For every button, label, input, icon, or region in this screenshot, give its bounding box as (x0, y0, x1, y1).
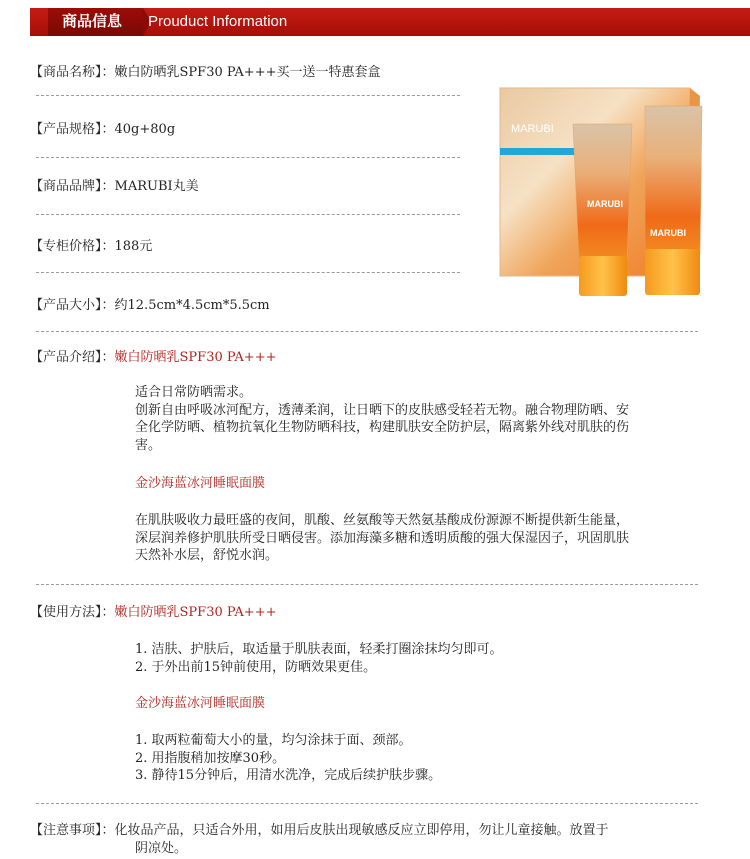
paragraph-line: 天然补水层，舒悦水润。 (135, 548, 279, 563)
paragraph-line: 害。 (135, 437, 162, 453)
divider (36, 331, 698, 332)
step-line: 3. 静待15分钟后，用清水洗净，完成后续护肤步骤。 (135, 768, 442, 783)
spec-value: 嫩白防晒乳SPF30 PA+++买一送一特惠套盒 (114, 65, 381, 80)
box-brand-text: MARUBI (511, 123, 554, 135)
intro-product2-title: 金沙海蓝冰河睡眠面膜 (135, 476, 266, 491)
intro-product1-description (135, 384, 710, 454)
divider (36, 95, 460, 96)
spec-label: 【商品名称】： (30, 65, 115, 80)
divider (36, 584, 698, 585)
step-line: 1. 洁肤、护肤后，取适量于肌肤表面，轻柔打圈涂抹均匀即可。 (135, 642, 503, 657)
product-illustration (495, 84, 710, 299)
spec-row-brand (30, 178, 199, 196)
intro-product1-title: 嫩白防晒乳SPF30 PA+++ (114, 350, 277, 365)
tube-large-brand-text: MARUBI (650, 228, 686, 238)
divider (36, 803, 698, 804)
section-header-subtitle: Prouduct Information (148, 13, 288, 30)
usage-product2-title: 金沙海蓝冰河睡眠面膜 (135, 696, 266, 711)
notice-line: 阴凉处。 (135, 841, 188, 856)
spec-label: 【产品规格】： (30, 122, 115, 137)
divider (36, 272, 460, 273)
paragraph-line: 在肌肤吸收力最旺盛的夜间，肌酸、丝氨酸等天然氨基酸成份源源不断提供新生能量， (135, 513, 630, 528)
usage-label: 【使用方法】： (30, 605, 115, 620)
intro-label: 【产品介绍】： (30, 350, 115, 365)
paragraph-line: 适合日常防晒需求。 (135, 385, 253, 400)
usage-product2-steps (135, 732, 710, 785)
spec-row-dimensions (30, 297, 270, 315)
spec-value: 40g+80g (114, 122, 176, 137)
usage-product1-title: 嫩白防晒乳SPF30 PA+++ (114, 605, 277, 620)
intro-product2-description (135, 512, 710, 565)
divider (36, 214, 460, 215)
notice-row (30, 822, 609, 840)
step-line: 1. 取两粒葡萄大小的量，均匀涂抹于面、颈部。 (135, 733, 412, 748)
spec-value: MARUBI丸美 (114, 179, 199, 194)
spec-label: 【商品品牌】： (30, 179, 115, 194)
paragraph-line: 创新自由呼吸冰河配方，透薄柔润，让日晒下的皮肤感受轻若无物。融合物理防晒、安 (135, 402, 630, 418)
spec-value: 约12.5cm*4.5cm*5.5cm (114, 298, 270, 313)
spec-row-name (30, 64, 380, 82)
paragraph-line: 全化学防晒、植物抗氧化生物防晒科技，构建肌肤安全防护层，隔离紫外线对肌肤的伤 (135, 420, 630, 435)
spec-row-size (30, 121, 175, 139)
notice-line: 化妆品产品，只适合外用，如用后皮肤出现敏感反应立即停用，勿让儿童接触。放置于 (114, 823, 609, 838)
paragraph-line: 深层润养修护肌肤所受日晒侵害。添加海藻多糖和透明质酸的强大保湿因子，巩固肌肤 (135, 530, 630, 546)
usage-heading (30, 604, 276, 622)
usage-product1-steps (135, 641, 710, 676)
spec-value: 188元 (114, 239, 153, 254)
spec-label: 【专柜价格】： (30, 239, 115, 254)
spec-row-price (30, 238, 152, 256)
intro-heading (30, 349, 276, 367)
step-line: 2. 用指腹稍加按摩30秒。 (135, 750, 286, 766)
notice-label: 【注意事项】： (30, 823, 115, 838)
product-image (495, 84, 710, 299)
section-header-tab: 商品信息 (48, 8, 143, 36)
divider (36, 157, 460, 158)
spec-label: 【产品大小】： (30, 298, 115, 313)
tube-small-brand-text: MARUBI (587, 199, 623, 209)
step-line: 2. 于外出前15钟前使用，防晒效果更佳。 (135, 659, 377, 675)
